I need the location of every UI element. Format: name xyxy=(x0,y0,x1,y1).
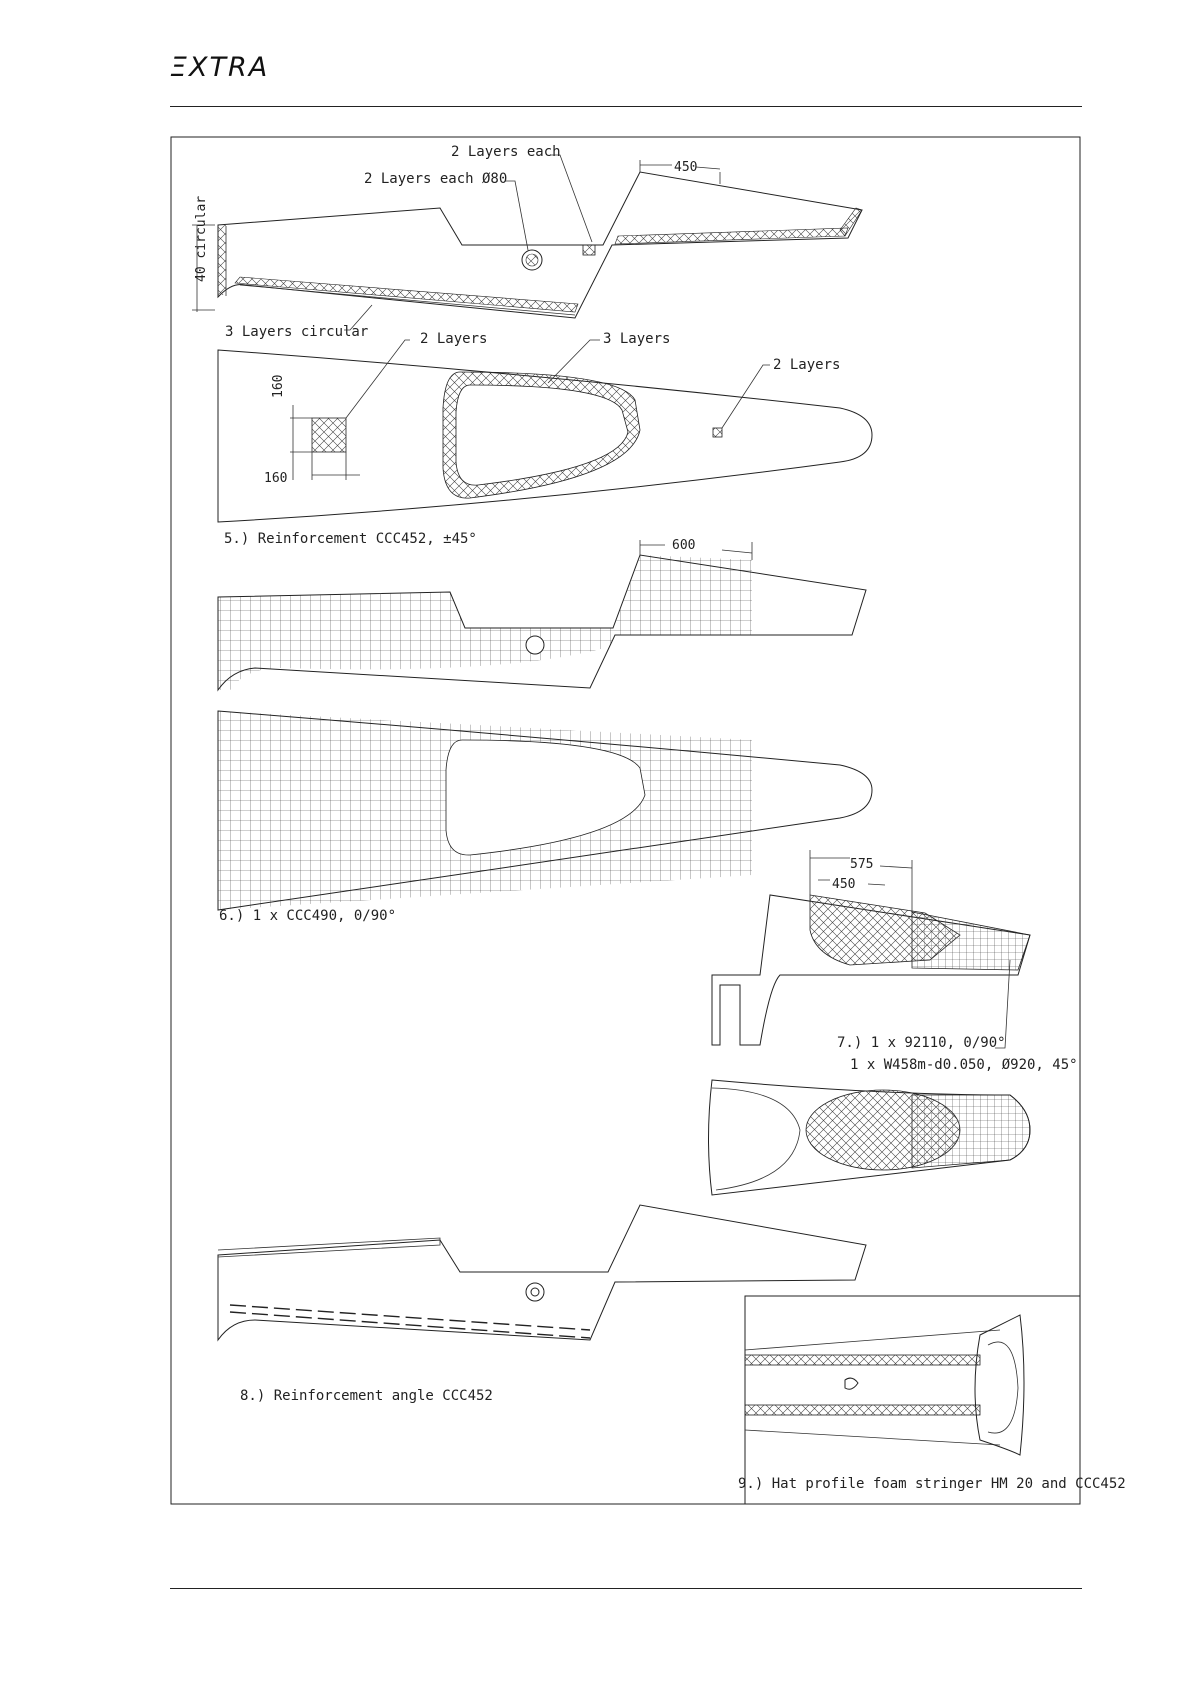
fig6-side-view xyxy=(218,540,866,690)
fig9-stringer-view xyxy=(745,1296,1080,1504)
fig5-label-2-layers-right: 2 Layers xyxy=(773,357,841,373)
fig5-dim-160-horizontal: 160 xyxy=(264,471,288,486)
fig5-label-2-layers: 2 Layers xyxy=(420,331,488,347)
fig5-label-2-layers-each-d80: 2 Layers each Ø80 xyxy=(364,171,508,187)
fig8-caption: 8.) Reinforcement angle CCC452 xyxy=(240,1388,493,1404)
fig5-label-3-layers: 3 Layers xyxy=(603,331,671,347)
fig5-label-2-layers-each: 2 Layers each xyxy=(451,144,561,160)
fig7-caption-line2: 1 x W458m-d0.050, Ø920, 45° xyxy=(850,1057,1078,1073)
fig7-side-view xyxy=(712,850,1030,1048)
fig5-label-3-layers-circular: 3 Layers circular xyxy=(225,324,369,340)
fig8-side-view xyxy=(218,1205,866,1340)
fig5-caption: 5.) Reinforcement CCC452, ±45° xyxy=(224,531,477,547)
fig5-dim-40-circular: 40 circular xyxy=(194,195,209,282)
fig7-top-view xyxy=(709,1080,1031,1195)
fig7-caption-line1: 7.) 1 x 92110, 0/90° xyxy=(837,1035,1006,1051)
fig6-top-view xyxy=(218,711,872,910)
fig5-side-view xyxy=(192,155,862,330)
extra-logo: ΞXTRA xyxy=(170,52,270,83)
fig7-dim-450: 450 xyxy=(832,877,856,892)
fig7-dim-575: 575 xyxy=(850,857,874,872)
fig6-dim-600: 600 xyxy=(672,538,696,553)
fig9-caption: 9.) Hat profile foam stringer HM 20 and CCC452 xyxy=(738,1476,1126,1492)
fig5-dim-450: 450 xyxy=(674,160,698,175)
fig5-dim-160-vertical: 160 xyxy=(271,374,286,398)
fig6-caption: 6.) 1 x CCC490, 0/90° xyxy=(219,908,397,924)
